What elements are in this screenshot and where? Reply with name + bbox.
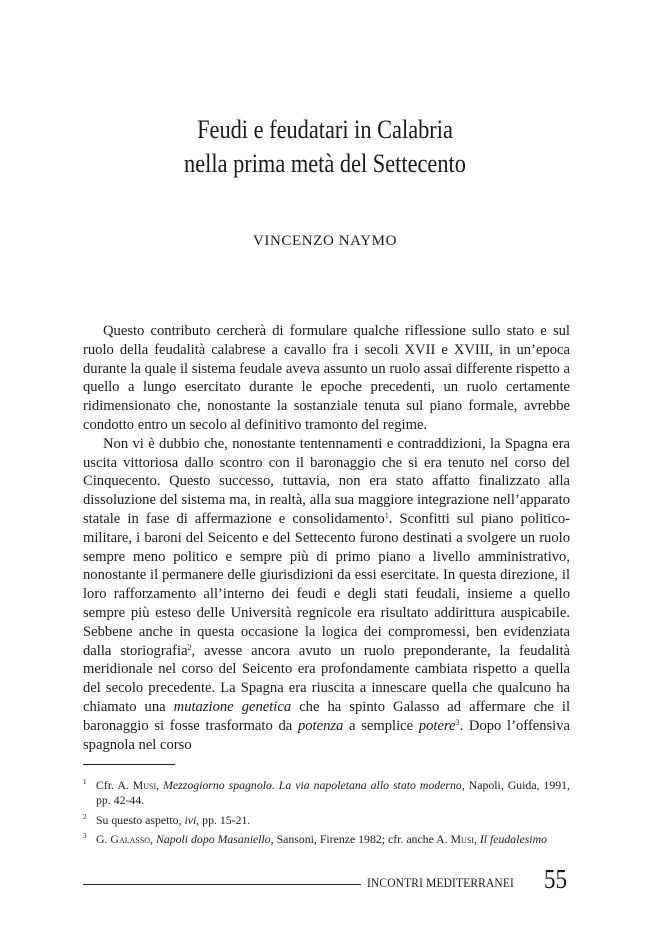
footnote-text: , Sansoni, Firenze 1982; cfr. anche A. (270, 831, 451, 846)
body-paragraph-2 (83, 435, 570, 755)
footnote-text: , pp. 15-21. (196, 812, 251, 827)
footnote-separator-text: , (473, 831, 480, 846)
body-paragraph-1: Questo contributo cercherà di formulare qualche riflessione sullo stato e sul ruolo della feudalità calabrese a cavallo fra i secoli XVII e XVIII, in un’epoca durante la quale il sistema feudale aveva assunto un ruolo assai differente rispetto a quello a lungo esercitato durante le epoche precedenti, un ruolo certamente ridimensionato che, nonostante la sostanziale tenuta sul piano formale, avrebbe condotto entro un secolo al definitivo tramonto del regime. (83, 323, 570, 433)
p2-emphasis-1: mutazione genetica (173, 698, 292, 715)
footnote-work-title: ivi (184, 812, 197, 827)
footnote-work-title: Napoli dopo Masaniello (155, 831, 271, 846)
footnote-ref-2: 2 (187, 642, 192, 652)
footnote-author: Musi (450, 831, 474, 846)
footnote-ref-3: 3 (455, 717, 460, 727)
footnote-text: Napoli, Guida, 1991, pp. 42-44. (96, 778, 571, 808)
footnote-author: Musi (132, 778, 157, 792)
p2-text-a: Non vi è dubbio che, nonostante tentennamenti e contraddizioni, la Spagna era uscita vittoriosa dallo scontro con il baronaggio che si era tenuto nel corso del Cinquecento. Questo successo, tuttavia, non era stato affatto finalizzato alla dissoluzione del sistema ma, in realtà, alla sua maggiore integrazione nell’apparato statale in fase di affermazione e consolidamento (83, 435, 570, 527)
footnote-number: 2 (83, 812, 87, 821)
article-title (46, 113, 605, 181)
p2-text-d: che ha spinto Galasso ad affermare che il baronaggio si fosse trasformato da (83, 698, 571, 734)
footnote-separator-text: , (156, 778, 164, 792)
page-number: 55 (544, 864, 567, 894)
footnote-separator (83, 764, 175, 765)
footnote-ref-1: 1 (384, 510, 389, 520)
footnote-number: 1 (83, 778, 87, 786)
footnote-1 (83, 778, 570, 809)
title-line-1: Feudi e feudatari in Calabria (197, 115, 453, 144)
article-author: VINCENZO NAYMO (252, 233, 398, 249)
footnotes (83, 778, 570, 851)
p2-text-c: , avesse ancora avuto un ruolo preponderante, la feudalità meridionale nel corso del Seicento era profondamente cambiata rispetto a quella del secolo precedente. La Spagna era riuscita a innescare quella che qualcuno ha chiamato una (83, 642, 570, 715)
p2-text-b: . Sconfitti sul piano politico-militare, i baroni del Seicento e del Settecento furono destinati a svolgere un ruolo sempre meno politico e sempre più di primo piano a livello amministrativo, nonostante il permanere delle giurisdizioni da essi esercitate. In questa direzione, il loro rafforzamento all’interno dei feudi e degli stati feudali, insieme a quello sempre più esteso delle Università regnicole era risultato addirittura auspicabile. Sebbene anche in questa occasione la logica dei compromessi, ben evidenziata dalla storiografia (83, 510, 570, 659)
footer-rule (83, 884, 361, 885)
p2-text-f: . Dopo l’offensiva spagnola nel corso (83, 717, 570, 753)
footnote-2 (83, 813, 570, 828)
title-line-2: nella prima metà del Settecento (184, 149, 466, 178)
footnote-work-title: Mezzogiorno spagnolo. La via napoletana allo stato moderno, (163, 778, 465, 792)
article-body (83, 322, 570, 754)
footnote-work-title: Il feudalesimo (479, 831, 548, 846)
footnote-number: 3 (83, 831, 87, 840)
p2-emphasis-2: potenza (297, 717, 344, 734)
footnote-author: Galasso (110, 831, 151, 846)
journal-name: INCONTRI MEDITERRANEI (367, 875, 515, 890)
p2-emphasis-3: potere (418, 717, 456, 734)
footnote-separator-text: , (150, 831, 156, 846)
footnote-text: G. (96, 831, 111, 846)
footnote-text: Su questo aspetto, (96, 812, 185, 827)
footnote-text: Cfr. A. (96, 778, 133, 792)
footnote-3 (83, 832, 570, 847)
p2-text-e: a semplice (343, 717, 419, 734)
